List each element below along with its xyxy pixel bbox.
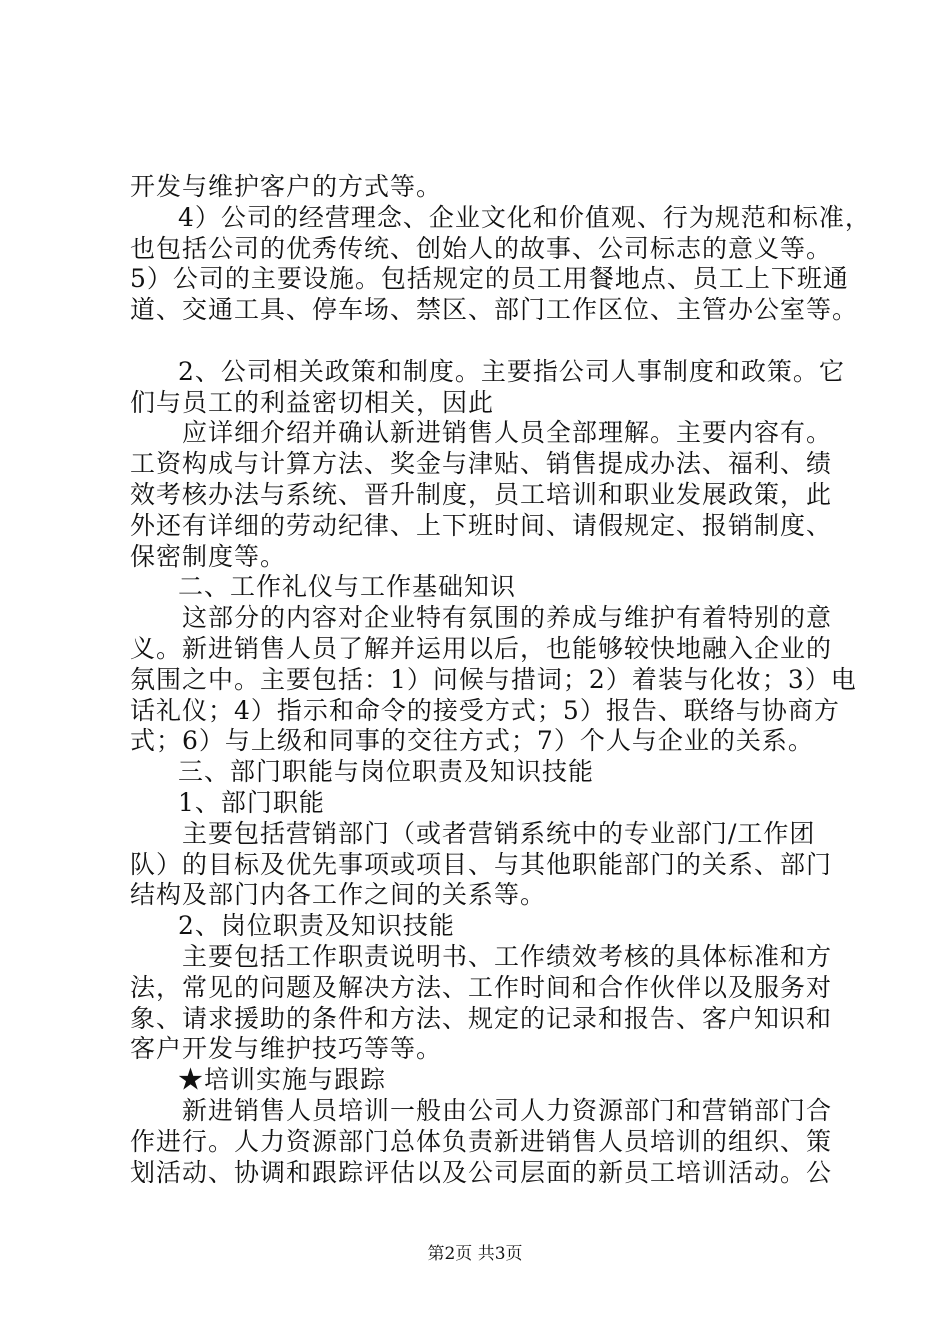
text-line: 保密制度等。 bbox=[130, 541, 287, 571]
text-line: 作进行。人力资源部门总体负责新进销售人员培训的组织、策 bbox=[130, 1126, 833, 1156]
text-line: 也包括公司的优秀传统、创始人的故事、公司标志的意义等。 bbox=[130, 233, 833, 263]
text-line: 义。新进销售人员了解并运用以后，也能够较快地融入企业的 bbox=[130, 633, 833, 663]
text-line: 4）公司的经营理念、企业文化和价值观、行为规范和标准， bbox=[178, 202, 871, 232]
text-line: 工资构成与计算方法、奖金与津贴、销售提成办法、福利、绩 bbox=[130, 449, 833, 479]
text-line: 法，常见的问题及解决方法、工作时间和合作伙伴以及服务对 bbox=[130, 972, 833, 1002]
document-body bbox=[130, 172, 871, 1188]
text-line: 划活动、协调和跟踪评估以及公司层面的新员工培训活动。公 bbox=[130, 1157, 833, 1187]
text-line: 话礼仪；4）指示和命令的接受方式；5）报告、联络与协商方 bbox=[130, 695, 840, 725]
blank-line bbox=[130, 326, 840, 357]
text-line: 二、工作礼仪与工作基础知识 bbox=[178, 572, 517, 602]
text-line: 新进销售人员培训一般由公司人力资源部门和营销部门合 bbox=[182, 1095, 833, 1125]
text-line: 象、请求援助的条件和方法、规定的记录和报告、客户知识和 bbox=[130, 1003, 833, 1033]
text-line: 队）的目标及优先事项或项目、与其他职能部门的关系、部门 bbox=[130, 849, 833, 879]
text-line: 2、岗位职责及知识技能 bbox=[178, 911, 455, 941]
text-line: 效考核办法与系统、晋升制度，员工培训和职业发展政策，此 bbox=[130, 479, 833, 509]
text-line: 式；6）与上级和同事的交往方式；7）个人与企业的关系。 bbox=[130, 726, 814, 756]
text-line: 1、部门职能 bbox=[178, 787, 325, 817]
text-line: 三、部门职能与岗位职责及知识技能 bbox=[178, 757, 595, 787]
text-line: 外还有详细的劳动纪律、上下班时间、请假规定、报销制度、 bbox=[130, 510, 833, 540]
text-line: ★培训实施与跟踪 bbox=[178, 1065, 387, 1095]
text-line: 氛围之中。主要包括：1）问候与措词；2）着装与化妆；3）电 bbox=[130, 664, 857, 694]
text-line: 2、公司相关政策和制度。主要指公司人事制度和政策。它 bbox=[178, 356, 845, 386]
text-line: 5）公司的主要设施。包括规定的员工用餐地点、员工上下班通 bbox=[130, 264, 849, 294]
page-number-footer: 第2页 共3页 bbox=[427, 1244, 523, 1264]
text-line: 应详细介绍并确认新进销售人员全部理解。主要内容有。 bbox=[182, 418, 833, 448]
text-line: 客户开发与维护技巧等等。 bbox=[130, 1034, 443, 1064]
text-line: 结构及部门内各工作之间的关系等。 bbox=[130, 880, 547, 910]
text-line: 道、交通工具、停车场、禁区、部门工作区位、主管办公室等。 bbox=[130, 295, 859, 325]
text-line: 这部分的内容对企业特有氛围的养成与维护有着特别的意 bbox=[182, 603, 833, 633]
text-line: 们与员工的利益密切相关，因此 bbox=[130, 387, 495, 417]
text-line: 主要包括工作职责说明书、工作绩效考核的具体标准和方 bbox=[182, 941, 833, 971]
text-line: 开发与维护客户的方式等。 bbox=[130, 172, 443, 201]
text-line: 主要包括营销部门（或者营销系统中的专业部门/工作团 bbox=[182, 818, 816, 848]
